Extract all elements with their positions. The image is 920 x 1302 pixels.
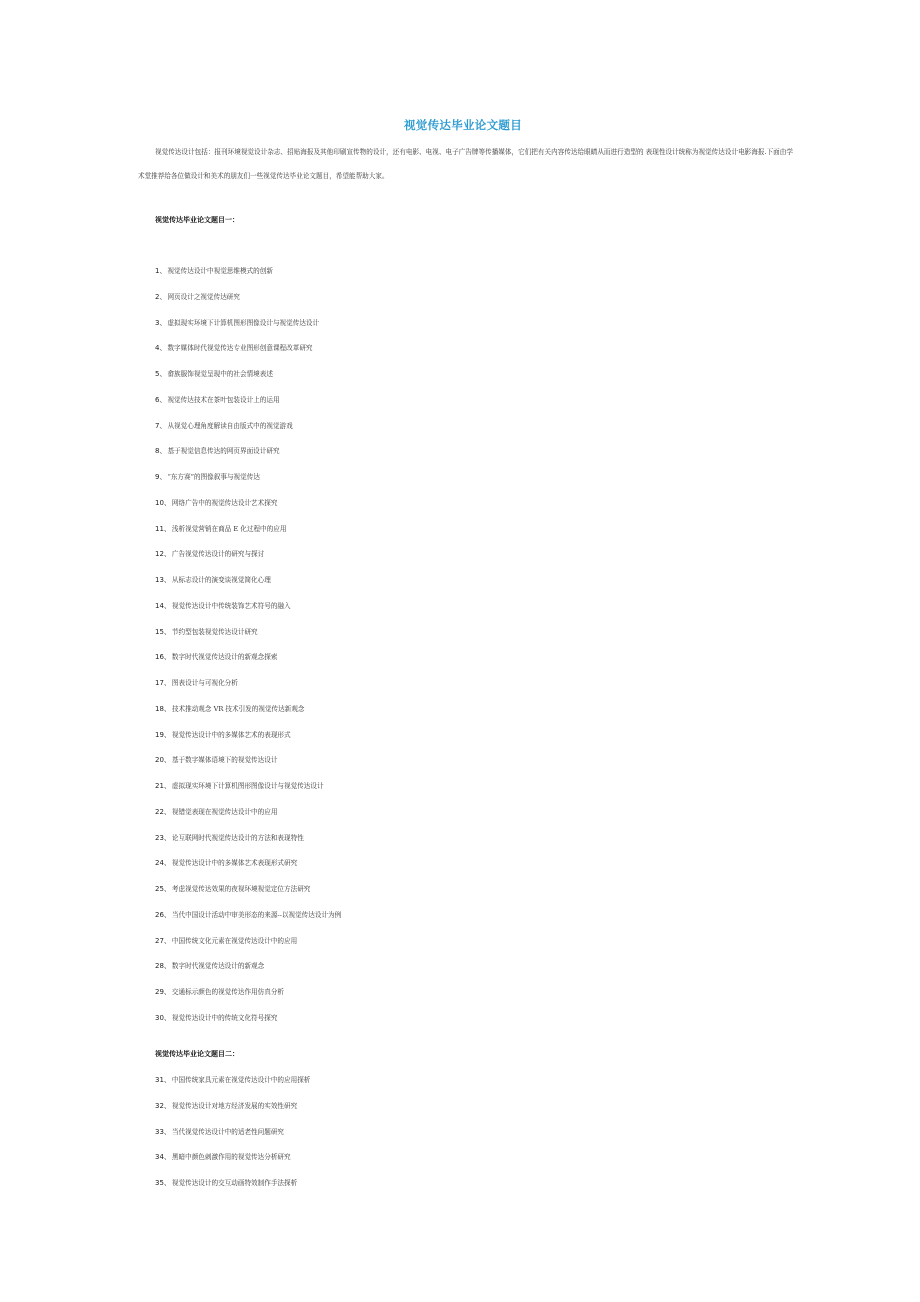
item-title: 论互联网时代视觉传达设计的方法和表现特性 [171, 833, 304, 842]
list-item [155, 730, 341, 756]
item-number: 26 [155, 910, 164, 919]
section-heading-2: 视觉传达毕业论文题目二： [155, 1050, 239, 1058]
list-item [155, 343, 341, 369]
list-item [155, 627, 341, 653]
item-separator: 、 [163, 988, 171, 996]
item-separator: 、 [159, 395, 167, 404]
item-title: 虚拟现实环境下计算机图形图像设计与视觉传达设计 [167, 318, 320, 327]
item-title: 当代中国设计活动中审美形态的来源--以视觉传达设计为例 [171, 910, 342, 919]
item-separator: 、 [163, 1013, 171, 1022]
item-number: 16 [155, 653, 164, 662]
item-number: 8 [155, 447, 160, 456]
item-title: 视觉传达设计中的多媒体艺术表现形式研究 [171, 859, 298, 868]
item-number: 11 [155, 524, 164, 533]
item-separator: 、 [163, 859, 171, 868]
list-item [155, 575, 341, 601]
item-separator: 、 [163, 1127, 171, 1136]
item-number: 21 [155, 782, 164, 790]
item-separator: 、 [163, 1153, 171, 1162]
item-separator: 、 [163, 807, 171, 816]
item-separator: 、 [163, 627, 171, 636]
item-title: 视觉传达设计中视觉思维模式的创新 [167, 267, 273, 275]
item-title: 视觉传达设计中的多媒体艺术的表现形式 [171, 730, 291, 739]
list-item [155, 910, 341, 936]
item-number: 34 [155, 1153, 164, 1162]
item-title: 中国传统文化元素在视觉传达设计中的应用 [171, 936, 298, 945]
item-number: 13 [155, 576, 164, 584]
item-separator: 、 [159, 267, 167, 275]
item-separator: 、 [163, 936, 171, 945]
list-item [155, 652, 341, 678]
list-item [155, 858, 341, 884]
intro-paragraph: 视觉传达设计包括：报刊环境视觉设计杂志、招贴海报及其他印刷宣传物的设计，还有电影、电视、电子广告牌等传播媒体，它们把有关内容传达给眼睛从而进行造型的 表现性设计统称为视觉传达设计电影海报.下面由学术堂推荐给各位做设计和美术的朋友们一些视觉传达毕业论文题目，希望能帮助大家。 [138, 148, 793, 180]
item-number: 27 [155, 936, 164, 945]
item-separator: 、 [163, 756, 171, 765]
item-separator: 、 [163, 524, 171, 533]
item-number: 29 [155, 988, 164, 996]
item-number: 25 [155, 885, 164, 893]
item-title: 考虑视觉传达效果的夜视环境视觉定位方法研究 [171, 885, 311, 893]
item-separator: 、 [163, 730, 171, 739]
item-title: 中国传统家具元素在视觉传达设计中的应用探析 [171, 1076, 311, 1084]
item-number: 5 [155, 370, 160, 378]
list-item [155, 266, 341, 292]
item-number: 22 [155, 807, 164, 816]
item-number: 18 [155, 704, 164, 713]
list-item [155, 704, 341, 730]
item-separator: 、 [159, 370, 167, 378]
list-item [155, 807, 341, 833]
item-number: 33 [155, 1127, 164, 1136]
item-title: 视觉传达技术在茶叶包装设计上的运用 [167, 395, 280, 404]
item-separator: 、 [159, 344, 167, 353]
item-title: 视错觉表现在视觉传达设计中的应用 [171, 807, 278, 816]
topic-list-1 [155, 266, 341, 1039]
list-item [155, 498, 341, 524]
list-item [155, 1178, 310, 1204]
item-title: 技术推动观念 VR 技术引发的视觉传达新观念 [171, 704, 305, 713]
item-separator: 、 [163, 962, 171, 971]
item-number: 15 [155, 627, 164, 636]
item-number: 6 [155, 395, 160, 404]
list-item [155, 884, 341, 910]
item-separator: 、 [163, 653, 171, 662]
item-separator: 、 [163, 782, 171, 790]
item-separator: 、 [163, 1179, 171, 1187]
list-item [155, 549, 341, 575]
item-number: 20 [155, 756, 164, 765]
item-title: 数字媒体时代视觉传达专业图形创意课程改革研究 [167, 344, 313, 353]
item-number: 23 [155, 833, 164, 842]
document-title: 视觉传达毕业论文题目 [404, 118, 522, 132]
item-title: 基于视觉信息传达的网页界面设计研究 [167, 447, 280, 456]
item-title: 节约型包装视觉传达设计研究 [171, 627, 258, 636]
list-item [155, 369, 341, 395]
item-title: 黑暗中颜色刺激作用的视觉传达分析研究 [171, 1153, 291, 1162]
item-number: 3 [155, 318, 160, 327]
list-item [155, 472, 341, 498]
item-separator: 、 [159, 318, 167, 327]
list-item [155, 524, 341, 550]
item-number: 10 [155, 498, 164, 507]
item-separator: 、 [163, 550, 171, 559]
list-item [155, 318, 341, 344]
item-separator: 、 [159, 292, 167, 301]
topic-list-2 [155, 1075, 310, 1204]
item-separator: 、 [163, 833, 171, 842]
item-number: 31 [155, 1076, 164, 1084]
item-number: 24 [155, 859, 164, 868]
item-number: 7 [155, 421, 160, 430]
list-item [155, 395, 341, 421]
item-title: 视觉传达设计中传统装饰艺术符号的融入 [171, 601, 291, 610]
item-separator: 、 [163, 498, 171, 507]
item-separator: 、 [163, 885, 171, 893]
list-item [155, 678, 341, 704]
item-title: 网络广告中的视觉传达设计艺术探究 [171, 498, 278, 507]
item-title: 浅析视觉营销在商品 E 化过程中的应用 [171, 524, 287, 533]
item-number: 14 [155, 601, 164, 610]
item-title: 当代视觉传达设计中的适老性问题研究 [171, 1127, 285, 1136]
item-title: 交通标示颜色的视觉传达作用仿真分析 [171, 988, 285, 996]
item-title: 视觉传达设计中的传统文化符号探究 [171, 1013, 278, 1022]
item-title: “东方赛”的图像叙事与视觉传达 [167, 473, 260, 481]
item-number: 19 [155, 730, 164, 739]
item-title: 广告视觉传达设计的研究与探讨 [171, 550, 265, 559]
list-item [155, 1152, 310, 1178]
list-item [155, 446, 341, 472]
item-title: 数字时代视觉传达设计的新观念探索 [171, 653, 278, 662]
item-number: 9 [155, 473, 160, 481]
item-title: 图表设计与可视化分析 [171, 679, 238, 687]
item-title: 畲族服饰视觉呈现中的社会情境表述 [167, 370, 273, 378]
item-title: 数字时代视觉传达设计的新观念 [171, 962, 265, 971]
item-title: 网页设计之视觉传达研究 [167, 292, 240, 301]
list-item [155, 781, 341, 807]
list-item [155, 936, 341, 962]
list-item [155, 421, 341, 447]
list-item [155, 987, 341, 1013]
item-number: 30 [155, 1013, 164, 1022]
item-separator: 、 [163, 1101, 171, 1110]
section-heading-1: 视觉传达毕业论文题目一： [155, 216, 239, 224]
item-number: 28 [155, 962, 164, 971]
list-item [155, 833, 341, 859]
item-title: 视觉传达设计对地方经济发展的实效性研究 [171, 1101, 298, 1110]
item-number: 32 [155, 1101, 164, 1110]
item-title: 视觉传达设计的交互动画特效制作手法探析 [171, 1179, 298, 1187]
item-separator: 、 [163, 576, 171, 584]
list-item [155, 961, 341, 987]
item-title: 基于数字媒体语境下的视觉传达设计 [171, 756, 278, 765]
list-item [155, 1075, 310, 1101]
item-title: 从标志设计的演变谈视觉简化心理 [171, 576, 271, 584]
item-separator: 、 [163, 704, 171, 713]
list-item [155, 1013, 341, 1039]
item-number: 12 [155, 550, 164, 559]
list-item [155, 292, 341, 318]
list-item [155, 1101, 310, 1127]
item-separator: 、 [163, 1076, 171, 1084]
item-number: 2 [155, 292, 160, 301]
item-number: 4 [155, 344, 160, 353]
item-separator: 、 [163, 910, 171, 919]
item-separator: 、 [163, 601, 171, 610]
item-number: 17 [155, 679, 164, 687]
item-separator: 、 [163, 679, 171, 687]
list-item [155, 601, 341, 627]
list-item [155, 755, 341, 781]
item-number: 35 [155, 1179, 164, 1187]
item-separator: 、 [159, 473, 167, 481]
item-separator: 、 [159, 447, 167, 456]
item-separator: 、 [159, 421, 167, 430]
item-number: 1 [155, 267, 160, 275]
item-title: 从视觉心理角度解读自由版式中的视觉游戏 [167, 421, 293, 430]
item-title: 虚拟现实环境下计算机图形图像设计与视觉传达设计 [171, 782, 324, 790]
list-item [155, 1127, 310, 1153]
